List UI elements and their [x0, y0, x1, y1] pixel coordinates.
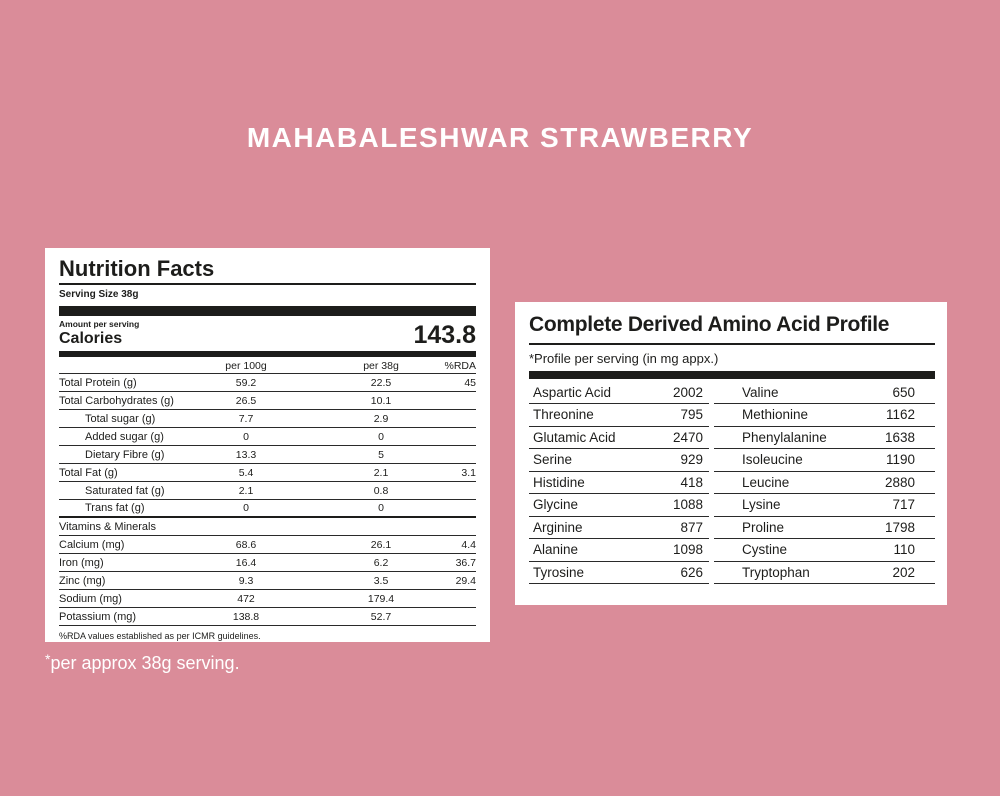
amino-name: Isoleucine — [742, 452, 803, 468]
footnote-text: per approx 38g serving. — [50, 653, 240, 673]
amino-value: 418 — [680, 474, 703, 490]
value-per-38g: 0 — [378, 502, 384, 514]
amino-value: 1190 — [885, 452, 915, 468]
amino-value: 202 — [892, 564, 915, 580]
row-label: Total Fat (g) — [59, 466, 118, 479]
value-rda: 3.1 — [461, 466, 476, 479]
table-row — [59, 482, 476, 500]
value-per-38g: 22.5 — [370, 376, 392, 389]
page-footnote — [45, 651, 240, 674]
amino-name: Histidine — [533, 474, 585, 490]
amino-value: 717 — [892, 497, 915, 513]
value-per-100g: 0 — [243, 430, 249, 443]
row-label: Saturated fat (g) — [85, 484, 165, 497]
col-header-per-38g: per 38g — [363, 360, 399, 372]
amino-name: Tryptophan — [742, 564, 810, 580]
amino-row — [714, 449, 935, 472]
value-per-38g: 2.9 — [373, 412, 389, 425]
serving-size: Serving Size 38g — [59, 289, 139, 300]
amino-row — [714, 517, 935, 540]
amino-row — [529, 539, 709, 562]
table-row — [59, 428, 476, 446]
row-label: Dietary Fibre (g) — [85, 448, 165, 461]
calories-label: Calories — [59, 330, 123, 347]
amino-note: *Profile per serving (in mg appx.) — [529, 350, 719, 366]
value-rda: 29.4 — [455, 574, 476, 587]
value-per-38g: 6.2 — [373, 556, 389, 569]
nutrition-footnote: %RDA values established as per ICMR guidelines. — [59, 631, 261, 641]
amino-table — [529, 382, 935, 585]
col-header-per-100g: per 100g — [225, 360, 267, 372]
amino-name: Arginine — [533, 519, 583, 535]
amino-acid-panel — [515, 302, 947, 605]
value-per-38g: 0.8 — [373, 484, 389, 497]
amino-value: 626 — [680, 564, 703, 580]
table-row — [59, 446, 476, 464]
amino-row — [529, 427, 709, 450]
value-per-100g: 16.4 — [235, 556, 257, 569]
amino-row — [714, 539, 935, 562]
value-per-100g: 26.5 — [235, 394, 257, 407]
amino-value: 877 — [680, 519, 703, 535]
table-row — [59, 536, 476, 554]
nutrition-header-row — [59, 357, 476, 374]
value-per-38g: 5 — [378, 448, 384, 461]
amino-value: 1162 — [885, 407, 915, 423]
value-per-38g: 52.7 — [370, 610, 392, 623]
table-row — [59, 572, 476, 590]
divider-bar-thick — [529, 371, 935, 379]
amino-column-left — [529, 382, 709, 585]
table-section-row — [59, 518, 476, 536]
value-per-38g: 3.5 — [373, 574, 389, 587]
amino-row — [714, 494, 935, 517]
amino-row — [714, 472, 935, 495]
value-per-38g: 10.1 — [370, 394, 392, 407]
amino-value: 929 — [680, 452, 703, 468]
table-row — [59, 464, 476, 482]
value-per-100g: 2.1 — [238, 484, 254, 497]
amino-name: Lysine — [742, 497, 781, 513]
col-header-rda: %RDA — [444, 360, 476, 372]
row-label: Calcium (mg) — [59, 538, 125, 551]
value-per-100g: 0 — [243, 502, 249, 514]
amino-name: Threonine — [533, 407, 594, 423]
page-title: MAHABALESHWAR STRAWBERRY — [246, 122, 754, 153]
row-label: Sodium (mg) — [59, 592, 122, 605]
amino-name: Serine — [533, 452, 573, 468]
value-per-38g: 26.1 — [370, 538, 392, 551]
amino-name: Leucine — [742, 474, 790, 490]
value-rda: 45 — [464, 376, 476, 389]
table-row — [59, 608, 476, 626]
value-per-100g: 7.7 — [238, 412, 254, 425]
amino-value: 1638 — [884, 429, 915, 445]
amino-row — [529, 404, 709, 427]
amino-row — [529, 472, 709, 495]
amino-name: Methionine — [742, 407, 809, 423]
table-row — [59, 392, 476, 410]
table-row — [59, 590, 476, 608]
divider-rule — [529, 343, 935, 345]
table-row — [59, 410, 476, 428]
amino-value: 795 — [680, 407, 703, 423]
row-label: Potassium (mg) — [59, 610, 137, 623]
amino-title: Complete Derived Amino Acid Profile — [529, 313, 890, 336]
value-per-100g: 59.2 — [235, 376, 257, 389]
amino-value: 2002 — [672, 384, 703, 400]
value-per-100g: 68.6 — [235, 538, 257, 551]
value-per-38g: 179.4 — [367, 592, 395, 605]
amino-value: 2470 — [672, 429, 703, 445]
amino-name: Glycine — [533, 497, 579, 513]
amino-value: 1088 — [672, 497, 703, 513]
row-label: Total sugar (g) — [85, 412, 156, 425]
row-label: Total Carbohydrates (g) — [59, 394, 174, 407]
table-row — [59, 554, 476, 572]
amino-name: Aspartic Acid — [533, 384, 612, 400]
amino-row — [714, 382, 935, 405]
amino-value: 1798 — [884, 519, 915, 535]
amino-name: Tyrosine — [533, 564, 585, 580]
footnote-asterisk: * — [45, 651, 51, 667]
amino-name: Alanine — [533, 542, 579, 558]
value-rda: 4.4 — [461, 538, 476, 551]
amino-row — [714, 427, 935, 450]
value-per-100g: 13.3 — [235, 448, 257, 461]
table-row — [59, 500, 476, 518]
amino-value: 110 — [893, 542, 915, 558]
amino-row — [714, 404, 935, 427]
amino-name: Cystine — [742, 542, 788, 558]
divider-rule — [59, 283, 476, 285]
row-label: Zinc (mg) — [59, 574, 106, 587]
row-label: Total Protein (g) — [59, 376, 137, 389]
value-per-38g: 0 — [378, 430, 384, 443]
amino-name: Valine — [742, 384, 779, 400]
amino-row — [529, 382, 709, 405]
amino-value: 1098 — [672, 542, 703, 558]
table-row — [59, 374, 476, 392]
amino-name: Glutamic Acid — [533, 429, 616, 445]
calories-value: 143.8 — [413, 321, 476, 349]
nutrition-title: Nutrition Facts — [59, 256, 215, 281]
amount-per-serving-label: Amount per serving — [59, 319, 140, 329]
amino-column-right — [714, 382, 935, 585]
amino-row — [529, 517, 709, 540]
amino-name: Proline — [742, 519, 785, 535]
amino-row — [529, 449, 709, 472]
value-per-100g: 472 — [237, 592, 255, 605]
row-label: Trans fat (g) — [85, 502, 145, 514]
section-header-vitamins: Vitamins & Minerals — [59, 520, 156, 533]
amino-name: Phenylalanine — [742, 429, 827, 445]
amino-row — [529, 562, 709, 585]
divider-bar-thick — [59, 306, 476, 316]
amino-value: 2880 — [884, 474, 915, 490]
nutrition-facts-panel — [45, 248, 490, 642]
nutrition-table — [59, 357, 476, 626]
calories-block — [59, 319, 476, 348]
value-per-100g: 138.8 — [232, 610, 260, 623]
amino-row — [529, 494, 709, 517]
value-rda: 36.7 — [455, 556, 476, 569]
amino-value: 650 — [892, 384, 915, 400]
row-label: Added sugar (g) — [85, 430, 164, 443]
amino-row — [714, 562, 935, 585]
value-per-100g: 5.4 — [238, 466, 254, 479]
value-per-38g: 2.1 — [373, 466, 389, 479]
row-label: Iron (mg) — [59, 556, 104, 569]
value-per-100g: 9.3 — [238, 574, 254, 587]
